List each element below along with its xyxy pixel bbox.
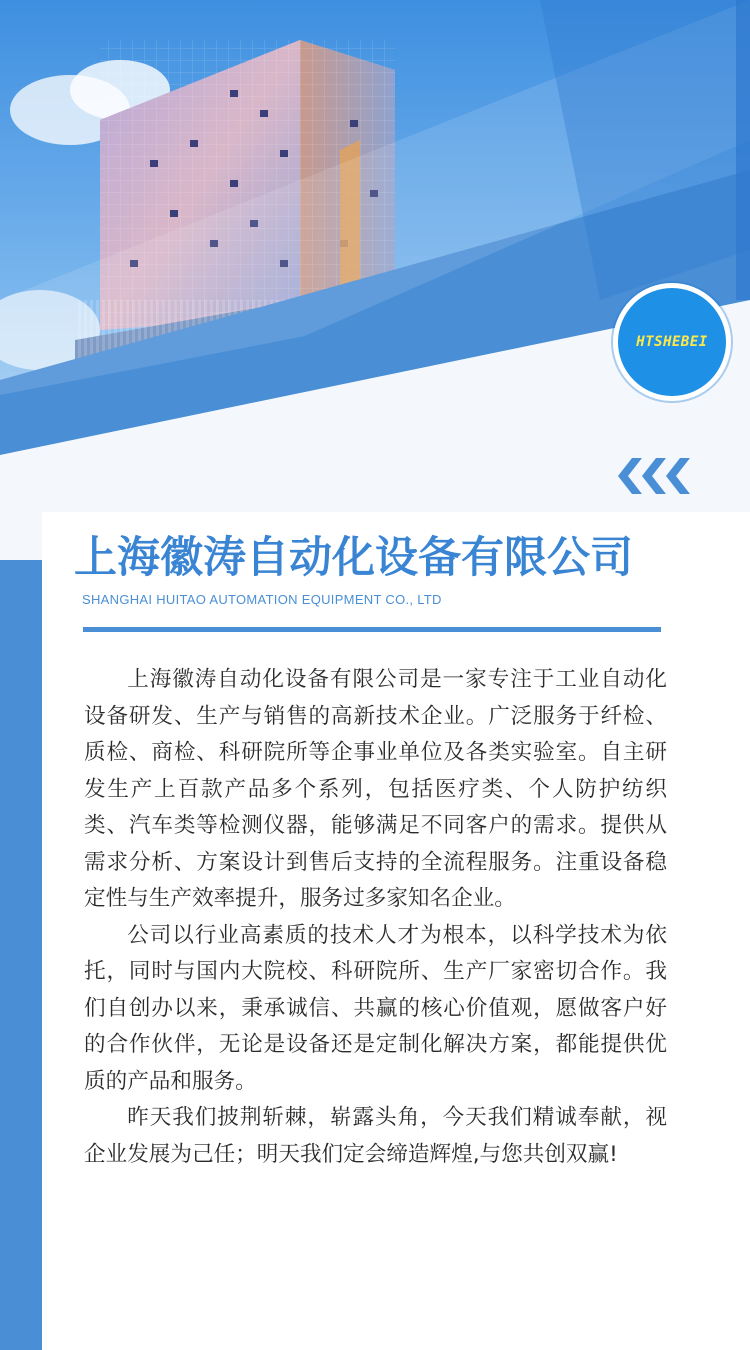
company-subtitle: SHANGHAI HUITAO AUTOMATION EQUIPMENT CO., LTD	[82, 592, 442, 607]
triple-chevron-left-icon	[618, 458, 692, 494]
paragraph-intro: 上海徽涛自动化设备有限公司是一家专注于工业自动化设备研发、生产与销售的高新技术企业。广泛服务于纤检、质检、商检、科研院所等企事业单位及各类实验室。自主研发生产上百款产品多个系列，包括医疗类、个人防护纺织类、汽车类等检测仪器，能够满足不同客户的需求。提供从需求分析、方案设计到售后支持的全流程服务。注重设备稳定性与生产效率提升，服务过多家知名企业。	[84, 667, 667, 911]
paragraph-vision: 昨天我们披荆斩棘，崭露头角，今天我们精诚奉献，视企业发展为己任；明天我们定会缔造辉煌,与您共创双赢!	[84, 1105, 667, 1167]
brand-badge	[613, 283, 731, 401]
company-title: 上海徽涛自动化设备有限公司	[74, 533, 633, 583]
title-divider	[83, 627, 661, 632]
paragraph-talent: 公司以行业高素质的技术人才为根本，以科学技术为依托，同时与国内大院校、科研院所、生产厂家密切合作。我们自创办以来，秉承诚信、共赢的核心价值观，愿做客户好的合作伙伴，无论是设备还是定制化解决方案，都能提供优质的产品和服务。	[84, 922, 667, 1094]
content-card	[42, 512, 750, 1350]
company-description	[84, 662, 667, 1173]
brand-badge-text: HTSHEBEI	[636, 334, 708, 350]
